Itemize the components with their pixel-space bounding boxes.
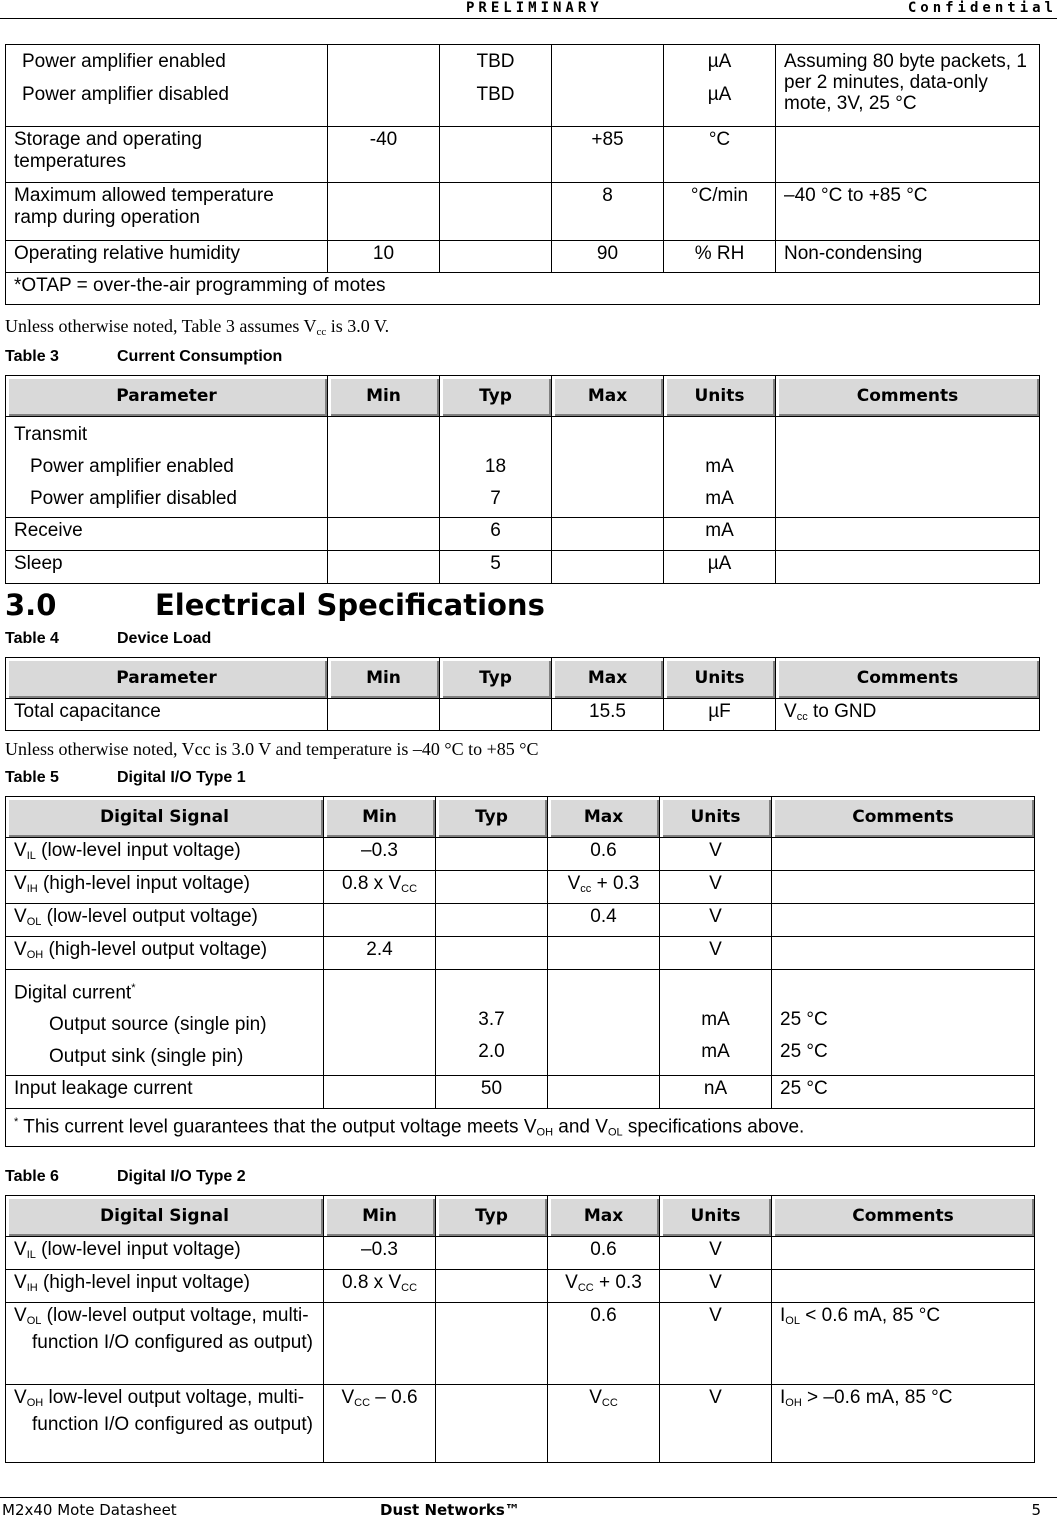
param-label: Sleep [6, 551, 328, 584]
max-value: 0.6 [548, 838, 660, 871]
table-row [6, 904, 1035, 937]
units-value: mA [701, 1009, 730, 1030]
pa-enabled-label: Power amplifier enabled [22, 51, 226, 72]
source-label: Output source (single pin) [49, 1014, 267, 1036]
table-row [6, 970, 1035, 1076]
units-value: V [660, 1303, 772, 1385]
typ-value: 6 [440, 518, 552, 551]
signal-label: $V_{IH}$ (high-level input voltage) [6, 1270, 324, 1303]
typ-value: 2.0 [478, 1041, 505, 1062]
units-value: µA [707, 84, 732, 105]
typ-value: 18 [484, 456, 507, 477]
max-value: 0.6 [548, 1237, 660, 1270]
col-header: Typ [436, 797, 548, 838]
device-load-table [5, 657, 1040, 731]
param-label: Total capacitance [6, 699, 328, 731]
col-header: Units [664, 376, 776, 417]
col-header: Min [328, 658, 440, 699]
comment-value: $I_{OH} > -0.6$ mA, 85 °C [772, 1385, 1035, 1463]
units-value: nA [660, 1076, 772, 1109]
header-rule [0, 18, 1057, 19]
units-value: mA [701, 1041, 730, 1062]
col-header: Units [660, 1196, 772, 1237]
table-row [6, 871, 1035, 904]
table-row [6, 273, 1040, 305]
col-header: Comments [776, 658, 1040, 699]
max-value: $V_{cc} + 0.3$ [548, 871, 660, 904]
units-value: V [660, 1237, 772, 1270]
digital-current-footnote: * This current level guarantees that the output voltage meets $V_{OH}$ and $V_{OL}$ specifications above. [6, 1109, 1035, 1146]
min-value: 10 [328, 241, 440, 273]
col-header: Min [324, 797, 436, 838]
param-label: Operating relative humidity [6, 241, 328, 273]
footer-page-number: 5 [1031, 1501, 1041, 1519]
col-header: Comments [776, 376, 1040, 417]
min-value: 0.8 x $V_{CC}$ [324, 1270, 436, 1303]
col-header: Units [664, 658, 776, 699]
col-header: Digital Signal [6, 797, 324, 838]
comment-value: Non-condensing [776, 241, 1040, 273]
typ-value: 7 [490, 488, 501, 509]
col-header: Max [552, 376, 664, 417]
comment-value: 25 °C [780, 1041, 828, 1062]
typ-value: TBD [476, 84, 515, 105]
digital-current-label: Digital current* [14, 982, 136, 1004]
signal-label: $V_{OH}$ (high-level output voltage) [6, 937, 324, 970]
max-value: 8 [552, 183, 664, 241]
param-label: Maximum allowed temperature ramp during operation [6, 183, 328, 241]
comment-value: 25 °C [780, 1009, 828, 1030]
comment-value: Assuming 80 byte packets, 1 per 2 minutes, data-only mote, 3V, 25 °C [776, 45, 1040, 127]
typ-value: TBD [476, 51, 515, 72]
comment-value: 25 °C [772, 1076, 1035, 1109]
header-confidential: Confidential [907, 0, 1057, 16]
comment-value: –40 °C to +85 °C [776, 183, 1040, 241]
units-value: °C/min [664, 183, 776, 241]
col-header: Max [548, 797, 660, 838]
max-value: 0.4 [548, 904, 660, 937]
table-row [6, 937, 1035, 970]
table5-caption: Table 5 Digital I/O Type 1 [5, 769, 246, 786]
continued-table [5, 44, 1040, 305]
units-value: V [660, 838, 772, 871]
max-value: +85 [552, 127, 664, 183]
table-row [6, 183, 1040, 241]
col-header: Digital Signal [6, 1196, 324, 1237]
table3-note: Unless otherwise noted, Table 3 assumes $V_{cc}$ is 3.0 V. [5, 316, 390, 338]
min-value: $V_{CC} - 0.6$ [324, 1385, 436, 1463]
min-value: 0.8 x $V_{CC}$ [324, 871, 436, 904]
signal-label: $V_{OH}$ low-level output voltage, multi-function I/O configured as output) [6, 1385, 324, 1463]
max-value: 90 [552, 241, 664, 273]
table-row [6, 1303, 1035, 1385]
table-row [6, 518, 1040, 551]
units-value: mA [705, 456, 734, 477]
units-value: V [660, 904, 772, 937]
footer-company: Dust Networks™ [380, 1501, 520, 1519]
pa-disabled-label: Power amplifier disabled [22, 84, 229, 105]
table4-caption: Table 4 Device Load [5, 630, 212, 647]
comment-value: $I_{OL} < 0.6$ mA, 85 °C [772, 1303, 1035, 1385]
col-header: Min [328, 376, 440, 417]
table5-note: Unless otherwise noted, Vcc is 3.0 V and temperature is –40 °C to +85 °C [5, 739, 539, 759]
signal-label: $V_{IL}$ (low-level input voltage) [6, 1237, 324, 1270]
table6-caption: Table 6 Digital I/O Type 2 [5, 1168, 246, 1185]
col-header: Parameter [6, 658, 328, 699]
col-header: Parameter [6, 376, 328, 417]
footer-rule [0, 1497, 1057, 1498]
units-value: mA [664, 518, 776, 551]
signal-label: $V_{OL}$ (low-level output voltage) [6, 904, 324, 937]
units-value: µA [664, 551, 776, 584]
table-row [6, 1270, 1035, 1303]
col-header: Min [324, 1196, 436, 1237]
comment-value: $V_{cc}$ to GND [776, 699, 1040, 731]
min-value: -40 [328, 127, 440, 183]
col-header: Max [548, 1196, 660, 1237]
max-value: $V_{CC} + 0.3$ [548, 1270, 660, 1303]
units-value: V [660, 937, 772, 970]
table-row [6, 127, 1040, 183]
col-header: Units [660, 797, 772, 838]
units-value: V [660, 871, 772, 904]
table-row [6, 1076, 1035, 1109]
max-value: 0.6 [548, 1303, 660, 1385]
digital-io-type2-table [5, 1195, 1035, 1463]
col-header: Comments [772, 797, 1035, 838]
units-value: % RH [664, 241, 776, 273]
table-row [6, 1109, 1035, 1146]
min-value: –0.3 [324, 838, 436, 871]
units-value: V [660, 1385, 772, 1463]
table-row [6, 1237, 1035, 1270]
col-header: Comments [772, 1196, 1035, 1237]
table-row [6, 699, 1040, 731]
header-preliminary: PRELIMINARY [466, 0, 603, 16]
units-value: µA [707, 51, 732, 72]
pa-enabled-label: Power amplifier enabled [30, 456, 234, 477]
signal-label: $V_{IH}$ (high-level input voltage) [6, 871, 324, 904]
max-value: 15.5 [552, 699, 664, 731]
table-row [6, 551, 1040, 584]
signal-label: $V_{IL}$ (low-level input voltage) [6, 838, 324, 871]
table-row [6, 241, 1040, 273]
footer-doc-title: M2x40 Mote Datasheet [2, 1501, 177, 1519]
otap-footnote: *OTAP = over-the-air programming of motes [6, 273, 1040, 305]
typ-value: 3.7 [478, 1009, 505, 1030]
current-consumption-table [5, 375, 1040, 584]
col-header: Max [552, 658, 664, 699]
min-value: 2.4 [324, 937, 436, 970]
col-header: Typ [436, 1196, 548, 1237]
min-value: –0.3 [324, 1237, 436, 1270]
param-label: Receive [6, 518, 328, 551]
units-value: V [660, 1270, 772, 1303]
sink-label: Output sink (single pin) [49, 1046, 244, 1068]
section-heading: 3.0 Electrical Specifications [5, 588, 545, 622]
pa-disabled-label: Power amplifier disabled [30, 488, 237, 509]
param-label: Storage and operating temperatures [6, 127, 328, 183]
table3-caption: Table 3 Current Consumption [5, 348, 283, 365]
units-value: °C [664, 127, 776, 183]
units-value: mA [705, 488, 734, 509]
table-row [6, 417, 1040, 518]
table-row [6, 1385, 1035, 1463]
typ-value: 50 [436, 1076, 548, 1109]
units-value: µF [664, 699, 776, 731]
signal-label: Input leakage current [6, 1076, 324, 1109]
table-row [6, 838, 1035, 871]
col-header: Typ [440, 658, 552, 699]
max-value: $V_{CC}$ [548, 1385, 660, 1463]
col-header: Typ [440, 376, 552, 417]
transmit-label: Transmit [14, 424, 88, 445]
signal-label: $V_{OL}$ (low-level output voltage, multi-function I/O configured as output) [6, 1303, 324, 1385]
table-row [6, 45, 1040, 127]
digital-io-type1-table [5, 796, 1035, 1147]
typ-value: 5 [440, 551, 552, 584]
